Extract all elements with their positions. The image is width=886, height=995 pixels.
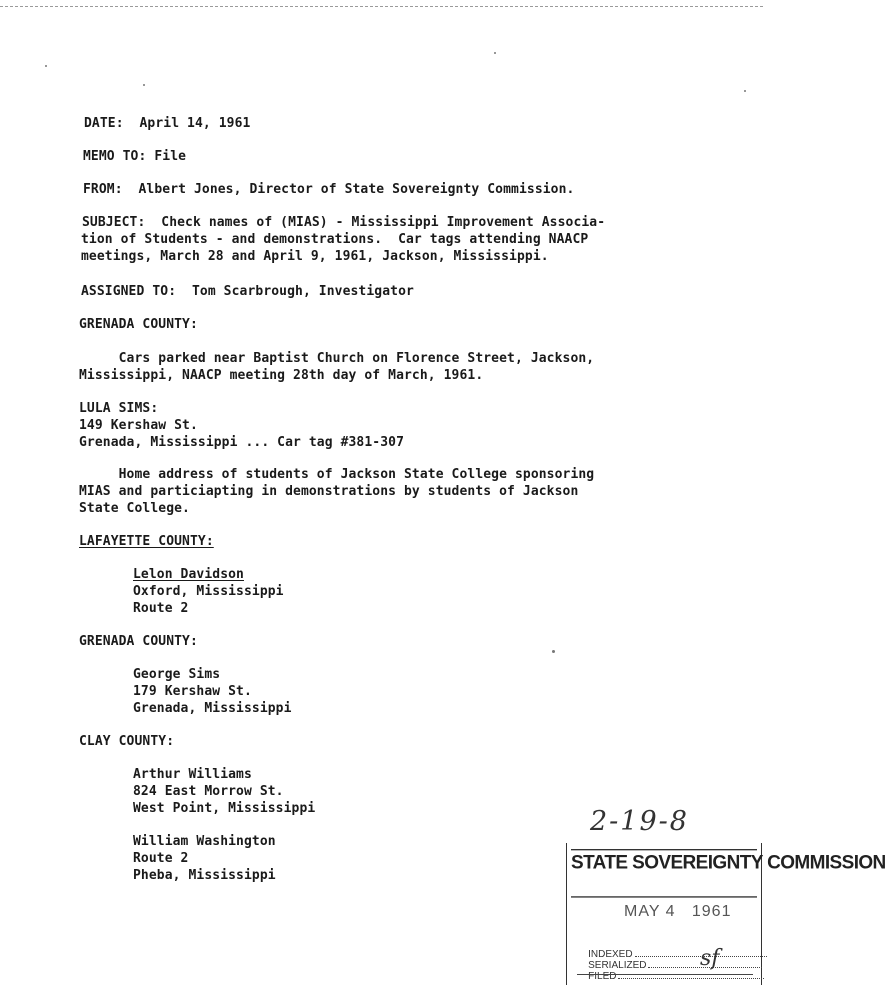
page-top-edge [0, 0, 763, 7]
address-line: Grenada, Mississippi [133, 701, 292, 716]
stamp-title-box [571, 849, 886, 898]
address-line: Lelon Davidson [133, 567, 244, 582]
address-line: William Washington [133, 834, 276, 849]
address-line: LULA SIMS: [79, 401, 159, 416]
paragraph-line: Home address of students of Jackson State College sponsoring [79, 467, 595, 482]
address-line: George Sims [133, 667, 221, 682]
from-line: FROM: Albert Jones, Director of State Sovereignty Commission. [83, 182, 575, 197]
handwritten-initials: sf [700, 946, 720, 971]
memo-to-line: MEMO TO: File [83, 149, 187, 164]
address-line: Grenada, Mississippi ... Car tag #381-307 [79, 435, 404, 450]
stamp-row-filed [577, 959, 764, 982]
stamp-bottom-rule [577, 974, 753, 975]
speck [45, 65, 47, 67]
stamp-title: STATE SOVEREIGNTY COMMISSION [571, 852, 886, 874]
stamp-row-label: SERIALIZED [588, 960, 647, 971]
county-heading: GRENADA COUNTY: [79, 634, 198, 649]
handwritten-number: 2-19-8 [590, 806, 689, 837]
address-line: West Point, Mississippi [133, 801, 316, 816]
county-heading: LAFAYETTE COUNTY: [79, 534, 214, 549]
paragraph-line: State College. [79, 501, 190, 516]
subject-line: tion of Students - and demonstrations. Car tags attending NAACP [81, 232, 589, 247]
address-line: Oxford, Mississippi [133, 584, 284, 599]
address-line: 149 Kershaw St. [79, 418, 198, 433]
subject-line: meetings, March 28 and April 9, 1961, Jackson, Mississippi. [81, 249, 549, 264]
county-heading: GRENADA COUNTY: [79, 317, 198, 332]
date-line: DATE: April 14, 1961 [84, 116, 251, 131]
address-line: Pheba, Mississippi [133, 868, 276, 883]
stamp-row-label: FILED [588, 971, 617, 982]
speck [552, 650, 555, 653]
paragraph-line: MIAS and particiapting in demonstrations by students of Jackson [79, 484, 579, 499]
stamp-row-label: INDEXED [588, 949, 633, 960]
subject-line: SUBJECT: Check names of (MIAS) - Mississippi Improvement Associa- [82, 215, 606, 230]
address-line: 824 East Morrow St. [133, 784, 284, 799]
speck [494, 52, 496, 54]
paragraph-line: Cars parked near Baptist Church on Florence Street, Jackson, [79, 351, 595, 366]
dotted-line [618, 978, 764, 979]
paragraph-line: Mississippi, NAACP meeting 28th day of March, 1961. [79, 368, 484, 383]
speck [744, 90, 746, 92]
county-heading: CLAY COUNTY: [79, 734, 175, 749]
address-line: Route 2 [133, 601, 189, 616]
stamp-date: MAY 4 1961 [624, 903, 732, 920]
commission-stamp [566, 843, 886, 985]
assigned-line: ASSIGNED TO: Tom Scarbrough, Investigator [81, 284, 414, 299]
address-line: Route 2 [133, 851, 189, 866]
address-line: 179 Kershaw St. [133, 684, 252, 699]
address-line: Arthur Williams [133, 767, 252, 782]
speck [143, 84, 145, 86]
